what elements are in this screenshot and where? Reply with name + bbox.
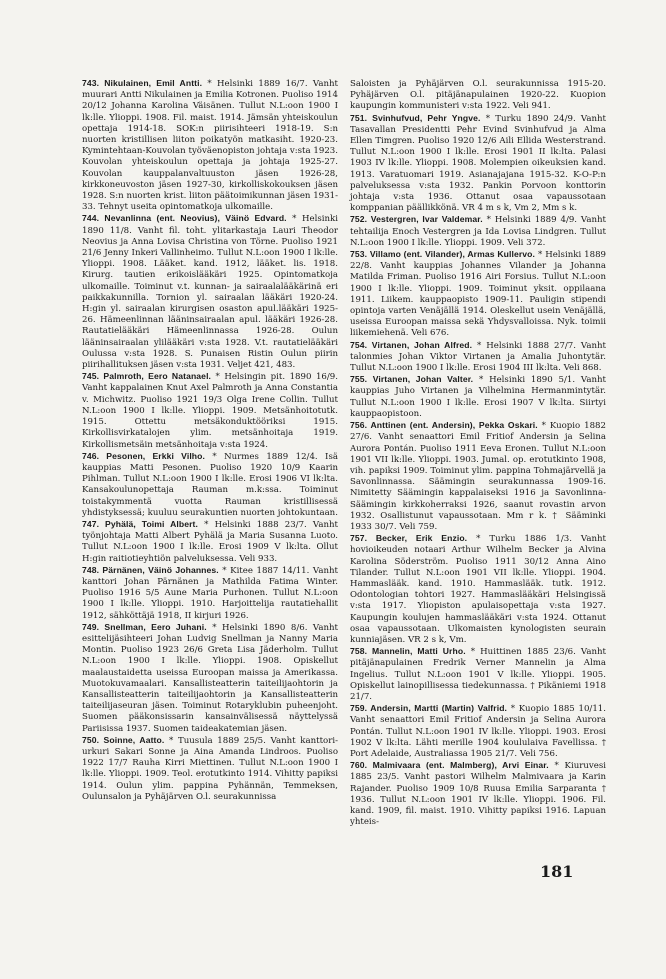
page-number: 181 (540, 862, 574, 881)
entry-body: * Kiuruvesi 1885 23/5. Vanht pastori Wilhelm Malmivaara ja Karin Rajander. Puoliso 1909 10/8 Ruusa Emilia Sarparanta † 1936. Tullut N.L:oon 1901 IV lk:lle. Ylioppi. 1906. Fil. kand. 1909, fil. maist. 1910. Vihitty papiksi 1916. Lapuan yhteis- (350, 761, 606, 828)
entry-heading: 744. Nevanlinna (ent. Neovius), Väinö Edvard. (82, 213, 287, 224)
entry-body: * Turku 1886 1/3. Vanht hovioikeuden notaari Arthur Wilhelm Becker ja Alvina Karolina Söderström. Puoliso 1911 30/12 Anna Aino Tilander. Tullut N.L:oon 1901 VII lk:lle. Ylioppi. 1904. Hammaslääk. kand. 1910. Hammaslääk. tutk. 1912. Odontologian tohtori 1927. Hammaslääkäri Helsingissä v:sta 1917. Yliopiston apulaisopettaja v:sta 1927. Kaupungin koulujen hammaslääkäri v:sta 1924. Ottanut osaa vapaussotaan. Ulkomaisten kynologisten seurain kunniajäsen. VR 2 s k, Vm. (350, 534, 606, 645)
biography-entry (82, 78, 338, 213)
biography-entry (82, 565, 338, 622)
left-column (82, 78, 338, 803)
entry-body: * Helsinki 1890 5/1. Vanht kauppias Juho Virtanen ja Vilhelmina Hermanmintytär. Tullut N.L:oon 1900 I lk:lle. Erosi 1907 V lk:lta. Siirtyi kauppaopistoon. (350, 375, 606, 419)
biography-entry (350, 249, 606, 340)
biography-entry (350, 646, 606, 703)
entry-heading: 758. Mannelin, Matti Urho. (350, 646, 466, 657)
entry-heading: 753. Villamo (ent. Vilander), Armas Kullervo. (350, 249, 536, 260)
biography-entry (82, 735, 338, 803)
biography-entry (350, 760, 606, 828)
biography-entry (350, 113, 606, 215)
biography-entry (82, 451, 338, 519)
entry-heading: 748. Pärnänen, Väinö Johannes. (82, 564, 219, 575)
biography-entry (82, 213, 338, 371)
entry-heading: 755. Virtanen, Johan Valter. (350, 374, 474, 385)
entry-heading: 749. Snellman, Eero Juhani. (82, 621, 207, 632)
entry-body: * Helsinki 1889 16/7. Vanht muurari Antti Nikulainen ja Emilia Kotronen. Puoliso 1914 20/12 Johanna Karolina Väisänen. Tullut N.L:oon 1900 I lk:lle. Ylioppi. 1908. Fil. maist. 1914. Jämsän yhteiskoulun opettaja 1914-18. SOK:n piirisihteeri 1918-19. S:n nuorten kristillisen liiton poikatyön matkasiht. 1920-23. Kymintehtaan-Kouvolan työväenopiston johtaja v:sta 1923. Kouvolan yhteiskoulun opettaja ja johtaja 1925-27. Kouvolan kauppalanvaltuuston jäsen 1926-28, kirkkoneuvoston jäsen 1927-30, kirkolliskokouksen jäsen 1928. S:n nuorten krist. liiton päätoimikunnan jäsen 1931-33. Tehnyt useita opintomatkoja ulkomaille. (82, 79, 338, 213)
entry-heading: 759. Andersin, Martti (Martin) Valfrid. (350, 703, 508, 714)
biography-entry (82, 371, 338, 450)
entry-heading: 760. Malmivaara (ent. Malmberg), Arvi Einar. (350, 760, 549, 771)
right-column (350, 78, 606, 828)
biography-entry (350, 78, 606, 113)
entry-heading: 747. Pyhälä, Toimi Albert. (82, 518, 199, 529)
entry-body: * Tuusula 1889 25/5. Vanht kanttori-urkuri Sakari Sonne ja Aina Amanda Lindroos. Puoliso 1922 17/7 Rauha Kirri Miettinen. Tullut N.L:oon 1900 I lk:lle. Ylioppi. 1909. Teol. erotutkinto 1914. Vihitty papiksi 1914. Oulun ylim. pappina Pyhännän, Temmeksen, Oulunsalon ja Pyhäjärven O.l. seurakunnissa (82, 735, 338, 802)
biography-entry (82, 519, 338, 565)
entry-body: * Helsinki 1889 22/8. Vanht kauppias Johannes Vilander ja Johanna Matilda Friman. Puoliso 1916 Airi Forsius. Tullut N.L:oon 1900 I lk:lle. Ylioppi. 1909. Toiminut yksit. oppilaana 1911. Liikem. kauppaopisto 1909-11. Pauligin stipendi opintoja varten Venäjällä 1914. Oleskellut usein Venäjällä, useissa Euroopan maissa sekä Yhdysvalloissa. Nyk. toimii liikemiehenä. Veli 676. (350, 250, 607, 339)
biography-entry (350, 374, 606, 420)
biography-entry (82, 622, 338, 735)
entry-heading: 743. Nikulainen, Emil Antti. (82, 78, 203, 88)
biography-entry (350, 340, 606, 375)
entry-body: Saloisten ja Pyhäjärven O.l. seurakunnissa 1915-20. Pyhäjärven O.l. pitäjänapulainen 1920-22. Kuopion kaupungin kommunisteri v:sta 1922. Veli 941. (350, 79, 606, 112)
entry-body: * Helsinki 1888 23/7. Vanht työnjohtaja Matti Albert Pyhälä ja Maria Susanna Luoto. Tullut N.L:oon 1900 I lk:lle. Erosi 1909 V lk:lta. Ollut H:gin raitiotieyhtiön palveluksessa. Veli 933. (82, 519, 338, 564)
entry-heading: 757. Becker, Erik Enzio. (350, 533, 468, 544)
entry-body: * Helsinki 1888 27/7. Vanht talonmies Johan Viktor Virtanen ja Amalia Juhontytär. Tullut N.L:oon 1900 I lk:lle. Erosi 1904 III lk:lta. Veli 868. (350, 340, 606, 374)
entry-heading: 745. Palmroth, Eero Natanael. (82, 371, 212, 382)
entry-body: * Huittinen 1885 23/6. Vanht pitäjänapulainen Fredrik Verner Mannelin ja Alma Ingelius. Tullut N.L:oon 1901 V lk:lle. Ylioppi. 1905. Opiskellut lainopillisessa tiedekunnassa. † Pikäniemi 1918 21/7. (350, 647, 606, 702)
entry-body: * Kuopio 1885 10/11. Vanht senaattori Emil Fritiof Andersin ja Selina Aurora Pontán. Tullut N.L:oon 1901 IV lk:lle. Ylioppi. 1903. Erosi 1902 V lk:lta. Lähti merille 1904 koululaiva Favellissa. † Port Adelaide, Australiassa 1905 21/7. Veli 756. (350, 704, 606, 759)
entry-body: * Helsinki 1889 4/9. Vanht tehtailija Enoch Vestergren ja Ida Lovisa Lindgren. Tullut N.L:oon 1900 I lk:lle. Ylioppi. 1909. Veli 372. (350, 215, 606, 248)
entry-heading: 751. Svinhufvud, Pehr Yngve. (350, 112, 481, 123)
entry-heading: 750. Soinne, Aatto. (82, 734, 165, 745)
entry-body: * Kuopio 1882 27/6. Vanht senaattori Emil Fritiof Andersin ja Selina Aurora Pontán. Puoliso 1911 Eeva Eronen. Tullut N.L:oon 1901 VII lk:lle. Ylioppi. 1903. Jumal. op. erotutkinto 1908, vih. papiksi 1909. Toiminut ylim. pappina Tohmajärvellä ja Savonlinnassa. Säämingin seurakunnassa 1909-16. Nimitetty Säämingin kappalaiseksi 1916 ja Savonlinna-Säämingin kirkkoherraksi 1926, saanut rovastin arvon 1932. Osallistunut vapaussotaan. Mm r k. † Sääminki 1933 30/7. Veli 759. (350, 421, 606, 532)
biography-entry (350, 703, 606, 760)
entry-body: * Kitee 1887 14/11. Vanht kanttori Johan Pärnänen ja Mathilda Fatima Winter. Puoliso 1916 5/5 Aune Maria Purhonen. Tullut N.L:oon 1900 I lk:lle. Ylioppi. 1910. Harjoittelija rautatiehallit 1912, sähköttäjä 1918, II kirjuri 1926. (82, 565, 338, 621)
biography-entry (350, 214, 606, 249)
entry-body: * Nurmes 1889 12/4. Isä kauppias Matti Pesonen. Puoliso 1920 10/9 Kaarin Pihlman. Tullut N.L:oon 1900 I lk:lle. Erosi 1906 VI lk:lta. Kansakoulunopettaja Rauman m.k:ssa. Toiminut toistakymmentä vuotta Rauman kristillisessä yhdistyksessä; kuuluu seurakuntien nuorten johtokuntaan. (82, 451, 338, 518)
entry-heading: 756. Anttinen (ent. Andersin), Pekka Oskari. (350, 420, 538, 431)
entry-heading: 754. Virtanen, Johan Alfred. (350, 339, 473, 350)
entry-body: * Helsinki 1890 8/6. Vanht esittelijäsihteeri Johan Ludvig Snellman ja Nanny Maria Montin. Puoliso 1923 26/6 Greta Lisa Jäderholm. Tullut N.L:oon 1900 I lk:lle. Ylioppi. 1908. Opiskellut maalaustaidetta useissa Euroopan maissa ja Amerikassa. Muotokuvamaalari. Kansallisteatterin taiteilijaohtorin ja Kansallisteatterin taiteilijaohtorin ja Kansallisteatterin taiteilijaseuran jäsen. Toiminut Rotaryklubin puheenjoht. Suomen pääkonsissarin kansainvälisessä näyttelyssä Pariisissa 1937. Suomen taideakatemian jäsen. (82, 622, 338, 734)
entry-body: * Helsingin pit. 1890 16/9. Vanht kappalainen Knut Axel Palmroth ja Anna Constantia v. Michwitz. Puoliso 1921 19/3 Olga Irene Collin. Tullut N.L:oon 1900 I lk:lle. Ylioppi. 1909. Metsänhoitotutk. 1915. Ottettu metsäkonduktööriksi 1915. Kirkollisvirkatalojen ylim. metsänhoitaja 1919. Kirkollismetsäin metsänhoitaja v:sta 1924. (82, 372, 338, 450)
biography-entry (350, 420, 606, 533)
entry-heading: 752. Vestergren, Ivar Valdemar. (350, 214, 483, 225)
entry-body: * Turku 1890 24/9. Vanht Tasavallan Presidentti Pehr Evind Svinhufvud ja Alma Ellen Timgren. Puoliso 1920 12/6 Aili Ellida Westerstrand. Tullut N.L:oon 1900 I lk:lle. Erosi 1901 II lk:lta. Palasi 1903 IV lk:lle. Ylioppi. 1908. Molempien oikeuksien kand. 1913. Varatuomari 1919. Asianajajana 1915-32. K-O-P:n palveluksessa v:sta 1932. Pankin Porvoon konttorin johtaja v:sta 1936. Ottanut osaa vapaussotaan komppanian päällikkönä. VR 4 m s k, Vm 2, Mm s k. (350, 113, 606, 214)
biography-entry (350, 533, 606, 646)
entry-heading: 746. Pesonen, Erkki Vilho. (82, 450, 205, 461)
entry-body: * Helsinki 1890 11/8. Vanht fil. toht. ylitarkastaja Lauri Theodor Neovius ja Anna Lovisa Christina von Törne. Puoliso 1921 21/6 Jenny Inkeri Vallinheimo. Tullut N.L:oon 1900 I lk:lle. Ylioppi. 1908. Lääket. kand. 1912, lääket. lis. 1918. Kirurg. tautien erikoislääkäri 1925. Opintomatkoja ulkomaille. Toiminut v.t. kunnan- ja sairaalalääkärinä eri paikkakunnilla. Tornion yl. sairaalan lääkäri 1920-24. H:gin yl. sairaalan kirurgisen osaston apul.lääkäri 1925-26. Hämeenlinnan lääninsairaalan apul. lääkäri 1926-28. Rautatielääkäri Hämeenlinnassa 1926-28. Oulun lääninsairaalan ylilääkäri v:sta 1928. V.t. rautatielääkäri Oulussa v:sta 1928. S. Punaisen Ristin Oulun piirin piirihallituksen jäsen v:sta 1931. Veljet 421, 483. (82, 214, 338, 371)
